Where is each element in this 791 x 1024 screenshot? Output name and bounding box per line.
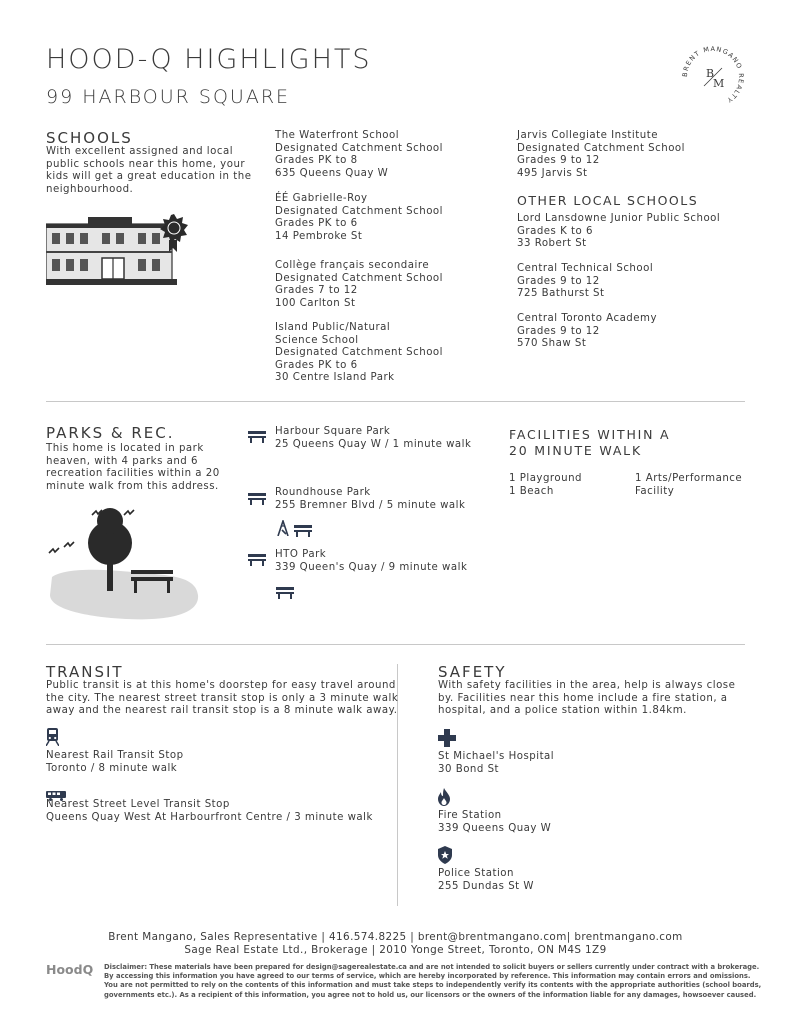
park-harbour-square: Harbour Square Park 25 Queens Quay W / 1 minute walk — [275, 426, 472, 450]
footer-contact: Brent Mangano, Sales Representative | 416.574.8225 | brent@brentmangano.com| brentmangano.com — [108, 931, 683, 943]
park-scene-icon — [46, 505, 206, 623]
safety-fire-station: Fire Station 339 Queens Quay W — [438, 810, 552, 834]
transit-intro: Public transit is at this home's doorstep for easy travel around the city. The nearest street transit stop is only a 3 minute walk away and the nearest rail transit stop is a 8 minute walk away. — [46, 680, 399, 717]
transit-heading: TRANSIT — [46, 663, 124, 681]
safety-police-station: Police Station 255 Dundas St W — [438, 868, 534, 892]
fire-icon — [438, 788, 450, 810]
schools-intro: With excellent assigned and local public schools near this home, your kids will get a great education in the neighbourhood. — [46, 146, 252, 195]
safety-heading: SAFETY — [438, 663, 507, 681]
hoodq-logo: HoodQ — [46, 962, 94, 977]
park-hto: HTO Park 339 Queen's Quay / 9 minute walk — [275, 549, 468, 573]
page-subtitle: 99 HARBOUR SQUARE — [46, 86, 291, 108]
safety-intro: With safety facilities in the area, help is always close by. Facilities near this home include a fire station, a hospital, and a police station within 1.84km. — [438, 680, 736, 717]
school-college-francais: Collège français secondaire Designated Catchment School Grades 7 to 12 100 Carlton St — [275, 260, 443, 309]
facilities-heading: FACILITIES WITHIN A 20 MINUTE WALK — [509, 427, 671, 458]
school-central-toronto-academy: Central Toronto Academy Grades 9 to 12 570 Shaw St — [517, 313, 657, 350]
school-island-public: Island Public/Natural Science School Designated Catchment School Grades PK to 6 30 Centre Island Park — [275, 322, 443, 384]
school-central-technical: Central Technical School Grades 9 to 12 725 Bathurst St — [517, 263, 654, 300]
facilities-list-2: 1 Arts/Performance Facility — [635, 473, 743, 497]
bench-icon — [248, 490, 266, 509]
facilities-list-1: 1 Playground 1 Beach — [509, 473, 583, 497]
bench-icon — [276, 584, 294, 603]
police-badge-icon — [438, 846, 452, 868]
footer-brokerage: Sage Real Estate Ltd., Brokerage | 2010 Yonge Street, Toronto, ON M4S 1Z9 — [184, 944, 607, 956]
parks-heading: PARKS & REC. — [46, 424, 175, 442]
school-building-icon — [46, 210, 191, 288]
page-title: HOOD-Q HIGHLIGHTS — [46, 44, 372, 75]
street-transit-stop: Nearest Street Level Transit Stop Queens Quay West At Harbourfront Centre / 3 minute walk — [46, 799, 373, 823]
brand-logo — [678, 42, 748, 112]
footer-disclaimer: Disclaimer: These materials have been prepared for design@sagerealestate.ca and are not intended to solicit buyers or sellers currently under contract with a brokerage. By accessing this information you have agreed to our terms of service, which are hereby incorporated by reference. This information may contain errors and omissions. You are not permitted to rely on the contents of this information and must take steps to independently verify its contents with the appropriate authorities (school boards, governments etc.). As a recipient of this information, you agree not to hold us, our licensors or the owners of the information liable for any damages, howsoever caused. — [104, 963, 762, 999]
divider-parks — [46, 644, 745, 645]
other-schools-heading: OTHER LOCAL SCHOOLS — [517, 193, 699, 208]
divider-schools — [46, 401, 745, 402]
rail-transit-stop: Nearest Rail Transit Stop Toronto / 8 minute walk — [46, 750, 184, 774]
logo-monogram-m: M — [713, 77, 725, 90]
school-jarvis: Jarvis Collegiate Institute Designated Catchment School Grades 9 to 12 495 Jarvis St — [517, 130, 685, 179]
schools-heading: SCHOOLS — [46, 129, 133, 147]
school-lord-lansdowne: Lord Lansdowne Junior Public School Grades K to 6 33 Robert St — [517, 213, 721, 250]
park-roundhouse: Roundhouse Park 255 Bremner Blvd / 5 minute walk — [275, 487, 466, 511]
safety-hospital: St Michael's Hospital 30 Bond St — [438, 751, 555, 775]
bench-icon — [248, 428, 266, 447]
hospital-cross-icon — [438, 729, 456, 751]
bench-icon — [248, 551, 266, 570]
bench-icon — [294, 522, 312, 541]
parks-intro: This home is located in park heaven, with 4 parks and 6 recreation facilities within a 20 minute walk from this address. — [46, 443, 220, 492]
playground-icon — [276, 520, 290, 540]
school-waterfront: The Waterfront School Designated Catchment School Grades PK to 8 635 Queens Quay W — [275, 130, 443, 179]
logo-monogram-b: B — [706, 67, 715, 80]
train-icon — [46, 728, 59, 750]
logo-ring-text: BRENT MANGANO REALTY — [680, 44, 746, 105]
school-gabrielle-roy: ÉÉ Gabrielle-Roy Designated Catchment School Grades PK to 6 14 Pembroke St — [275, 193, 443, 242]
